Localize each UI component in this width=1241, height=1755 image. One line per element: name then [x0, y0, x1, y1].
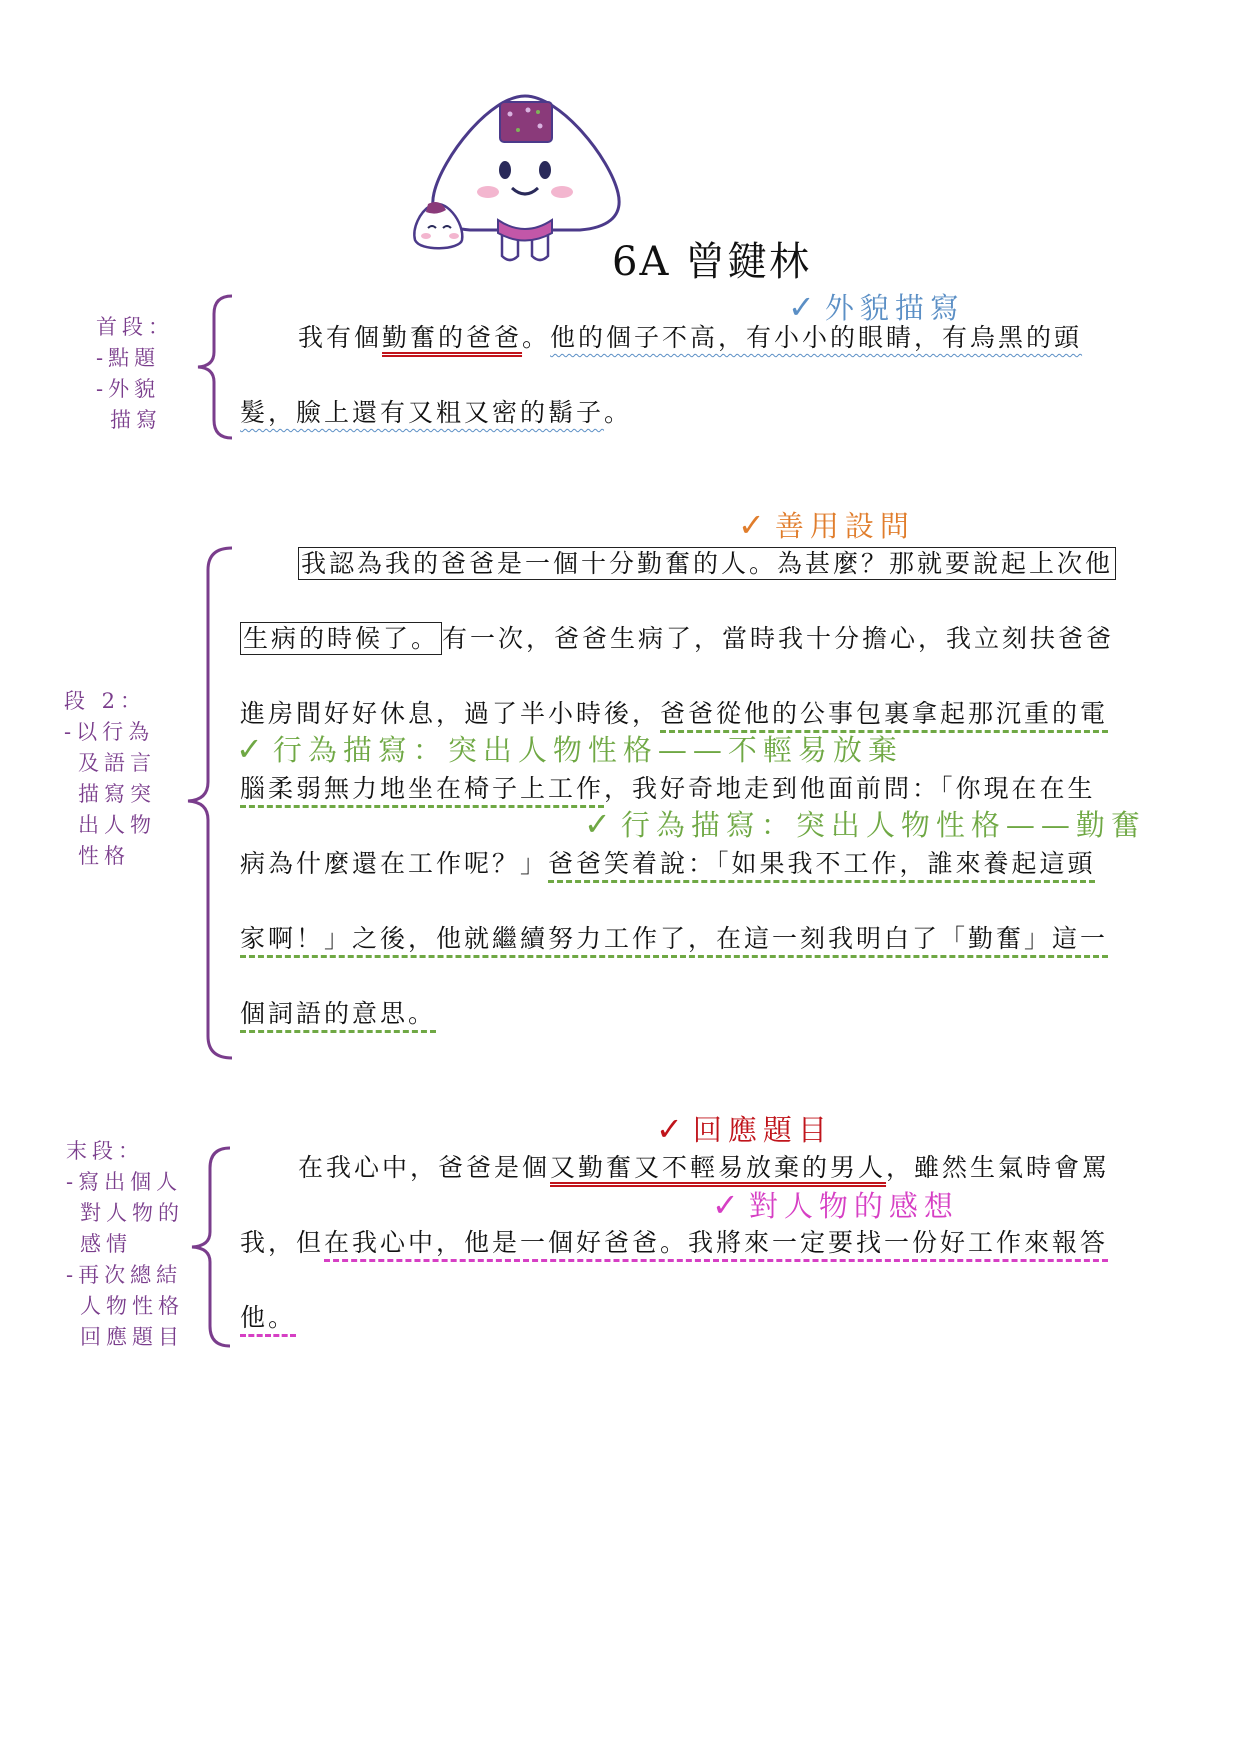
- annotation-appearance: ✓ 外貌描寫: [788, 288, 965, 326]
- check-icon: ✓: [656, 1110, 689, 1148]
- annotation-behavior-1: ✓ 行為描寫：突出人物性格——不輕易放棄: [236, 730, 903, 768]
- margin-note-line: 性格: [78, 844, 130, 868]
- p2-line4: 腦柔弱無力地坐在椅子上工作，我好奇地走到他面前問：「你現在在生: [240, 774, 1096, 803]
- p2-line5: 病為什麼還在工作呢？」爸爸笑着說：「如果我不工作，誰來養起這頭: [240, 849, 1096, 878]
- annotation-respond: ✓ 回應題目: [656, 1110, 833, 1148]
- margin-note-line: -再次總結: [66, 1263, 183, 1287]
- annotation-feeling: ✓ 對人物的感想: [712, 1186, 959, 1224]
- margin-note-p3: [66, 1136, 184, 1353]
- margin-note-line: -以行為: [64, 720, 155, 744]
- brace-p3: [184, 1144, 240, 1354]
- check-icon: ✓: [712, 1186, 745, 1224]
- page-title: 6A 曾鍵林: [612, 239, 812, 285]
- margin-note-line: -點題: [96, 346, 161, 370]
- margin-note-line: 回應題目: [80, 1325, 184, 1349]
- check-icon: ✓: [738, 506, 771, 544]
- margin-note-line: 出人物: [78, 813, 156, 837]
- p2-line7: 個詞語的意思。: [240, 999, 437, 1028]
- margin-note-line: 首段：: [96, 315, 174, 339]
- brace-p1: [190, 292, 240, 442]
- p3-line3: 他。: [240, 1303, 297, 1332]
- margin-note-line: 描寫突: [78, 782, 156, 806]
- check-icon: ✓: [788, 288, 821, 326]
- margin-note-line: -外貌: [96, 377, 161, 401]
- p3-line2: 我，但在我心中，他是一個好爸爸。我將來一定要找一份好工作來報答: [240, 1228, 1109, 1257]
- annotation-behavior-2: ✓ 行為描寫：突出人物性格——勤奮: [584, 805, 1146, 843]
- annotation-rhetorical: ✓ 善用設問: [738, 506, 915, 544]
- p1-line2: 髮，臉上還有又粗又密的鬍子。: [240, 398, 633, 427]
- margin-note-p1: [96, 312, 174, 436]
- margin-note-line: 及語言: [78, 751, 156, 775]
- p2-line2: 生病的時候了。 有一次，爸爸生病了，當時我十分擔心，我立刻扶爸爸: [240, 621, 1114, 659]
- p1-line1: 我有個勤奮的爸爸。他的個子不高，有小小的眼睛，有烏黑的頭: [298, 323, 1083, 352]
- p2-line3: 進房間好好休息，過了半小時後，爸爸從他的公事包裏拿起那沉重的電: [240, 699, 1109, 728]
- margin-note-p2: [64, 686, 156, 872]
- p3-line1: 在我心中，爸爸是個又勤奮又不輕易放棄的男人，雖然生氣時會罵: [298, 1153, 1111, 1182]
- check-icon: ✓: [236, 730, 269, 768]
- margin-note-line: 描寫: [110, 408, 162, 432]
- margin-note-line: 對人物的: [80, 1201, 184, 1225]
- margin-note-line: 段 2：: [64, 689, 147, 713]
- check-icon: ✓: [584, 805, 617, 843]
- p2-line1: 我認為我的爸爸是一個十分勤奮的人。為甚麼？那就要說起上次他: [298, 546, 1116, 584]
- margin-note-line: 末段：: [66, 1139, 144, 1163]
- margin-note-line: 人物性格: [80, 1294, 184, 1318]
- brace-p2: [182, 544, 242, 1064]
- rice-ball-mascot: [410, 88, 640, 268]
- margin-note-line: 感情: [80, 1232, 132, 1256]
- margin-note-line: -寫出個人: [66, 1170, 183, 1194]
- p2-line6: 家啊！」之後，他就繼續努力工作了，在這一刻我明白了「勤奮」這一: [240, 924, 1109, 953]
